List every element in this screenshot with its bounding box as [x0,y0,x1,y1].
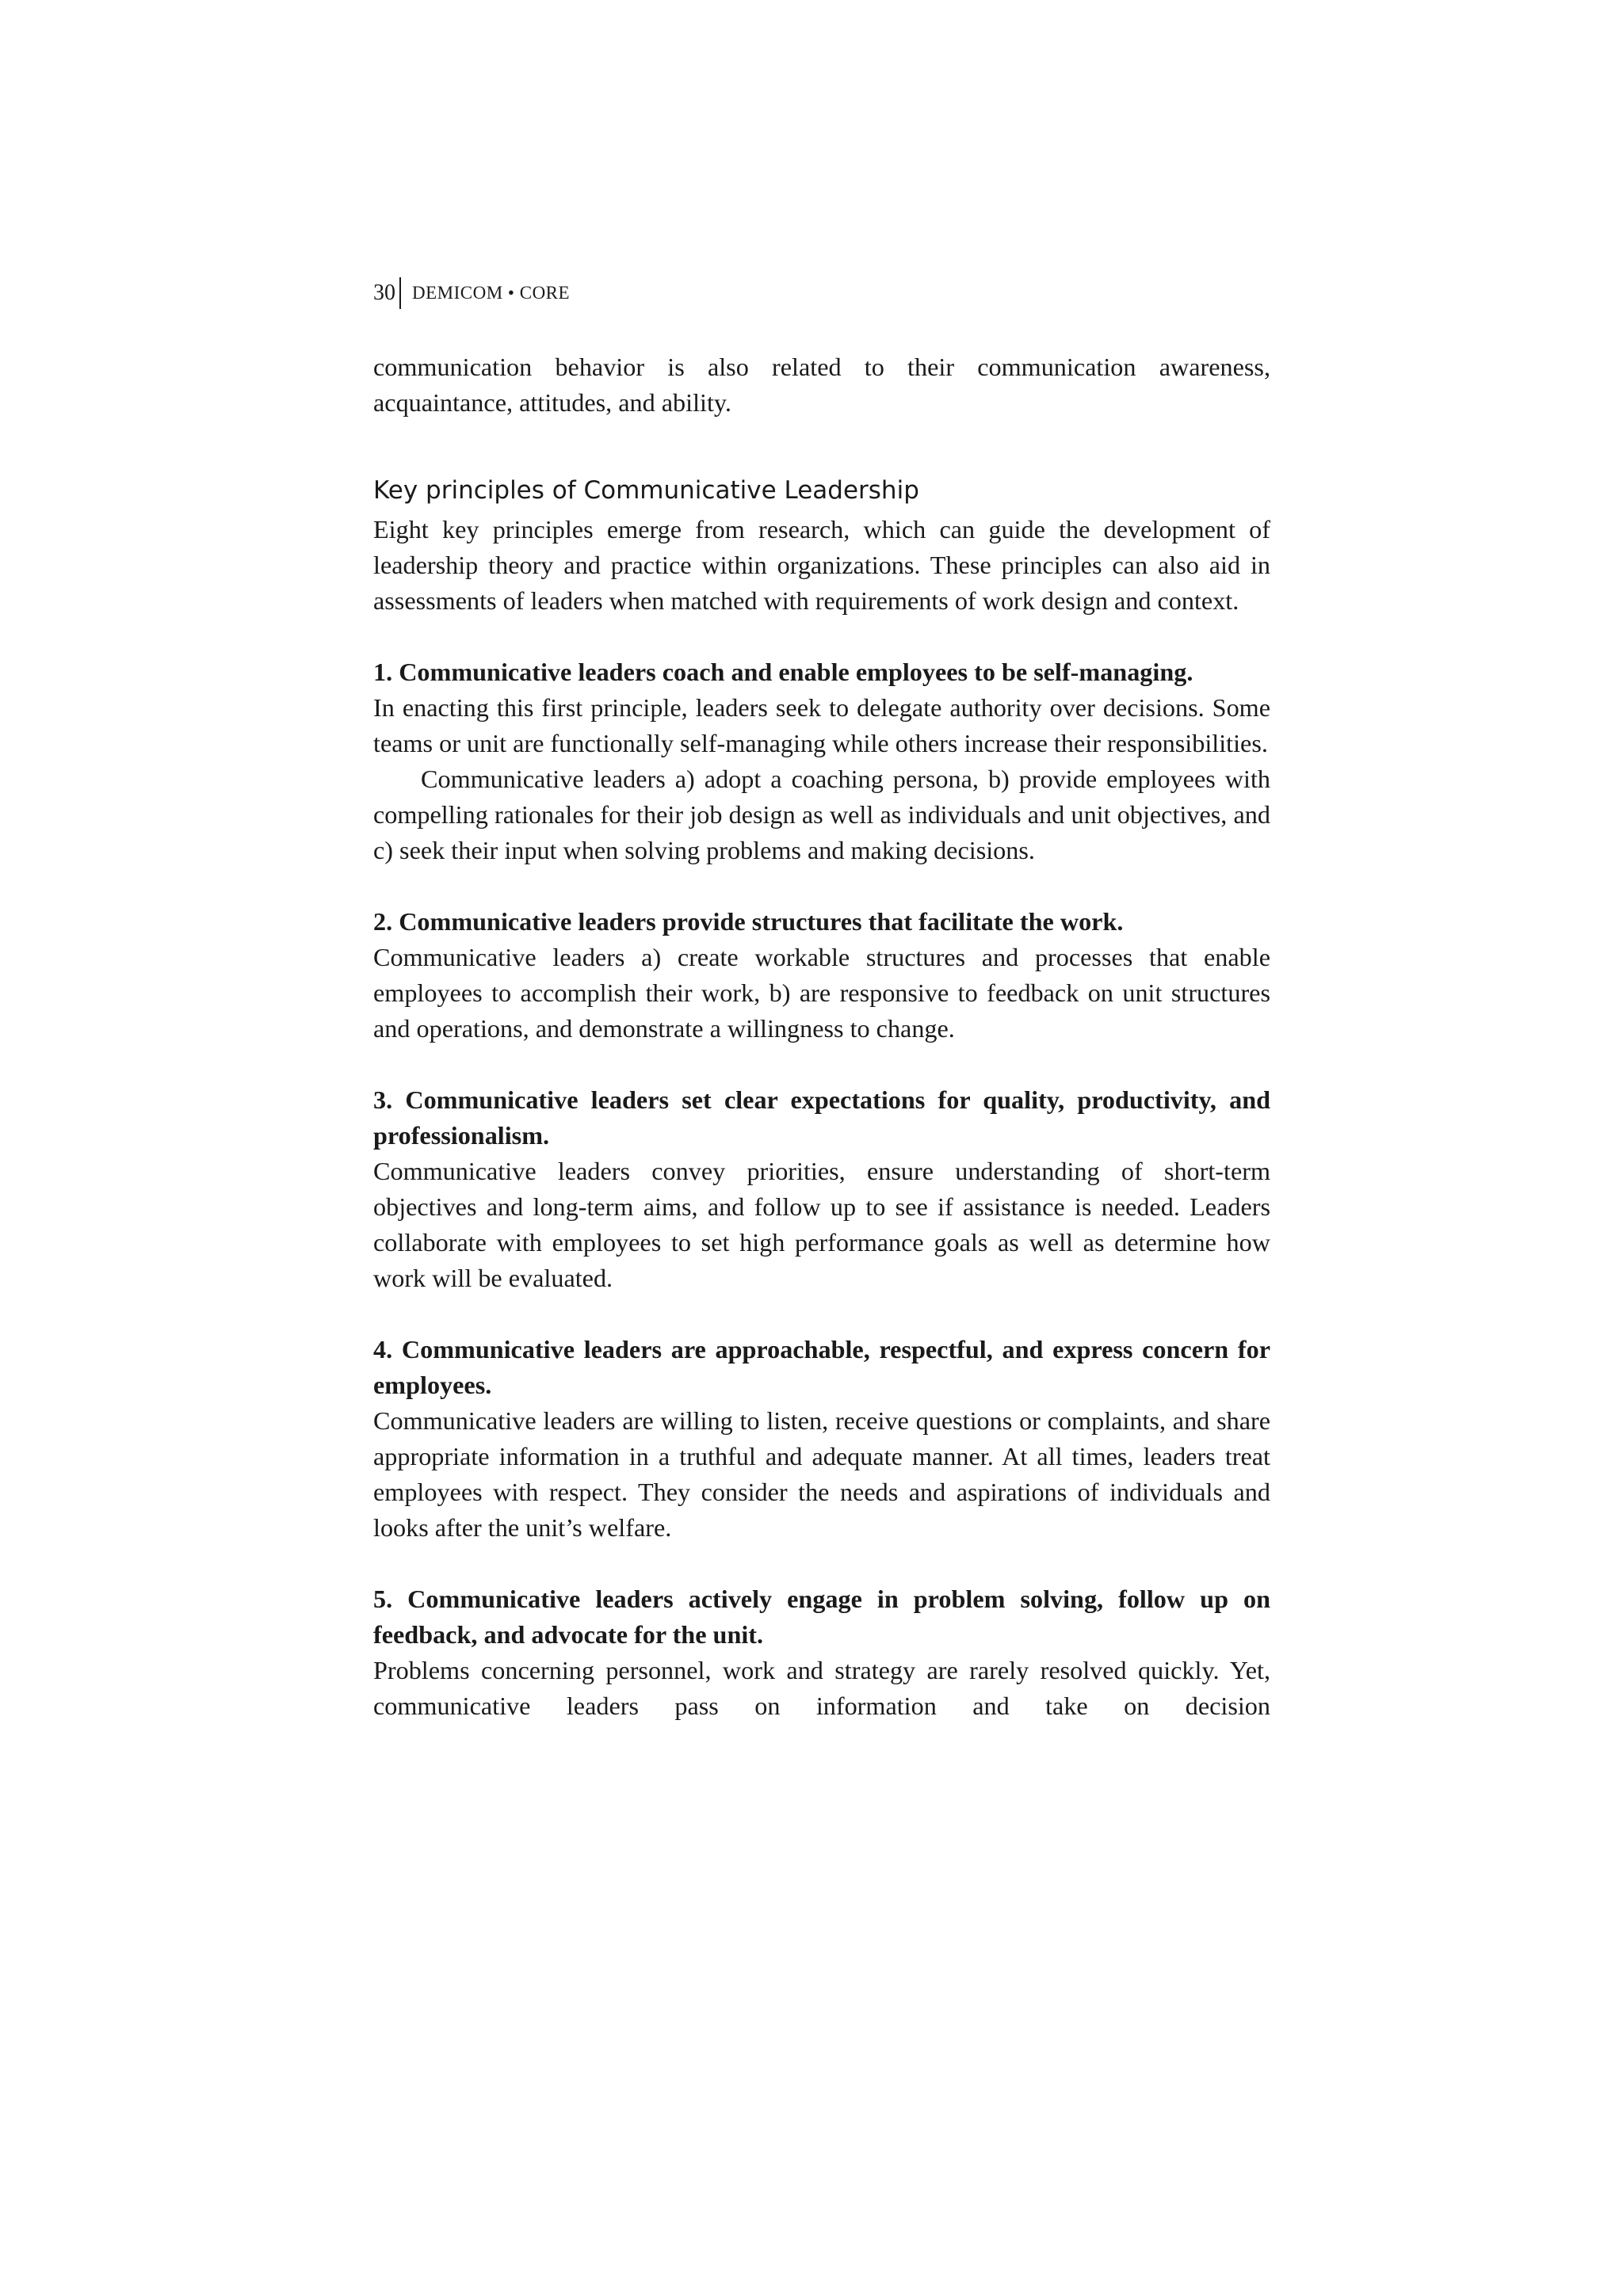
intro-paragraph: communication behavior is also related to their communication awareness, acquaintance, attitudes, and ability. [373,353,1270,417]
page-number: 30 [373,280,395,305]
principle-paragraph: In enacting this first principle, leaders seek to delegate authority over decisions. Some teams or unit are functionally self-managing while others increase their responsibilities. [373,693,1270,757]
principle-4 [373,1332,1270,1546]
principle-heading: 3. Communicative leaders set clear expectations for quality, productivity, and professionalism. [373,1085,1270,1150]
principle-heading: 5. Communicative leaders actively engage in problem solving, follow up on feedback, and advocate for the unit. [373,1585,1270,1649]
spacer [373,1546,1270,1581]
running-head-divider [399,277,401,309]
principle-heading: 4. Communicative leaders are approachable, respectful, and express concern for employees. [373,1335,1270,1399]
spacer [373,868,1270,904]
principle-3 [373,1082,1270,1296]
journal-name: DEMICOM • CORE [412,283,571,303]
principle-paragraph: Communicative leaders convey priorities, ensure understanding of short-term objectives and long-term aims, and follow up to see if assistance is needed. Leaders collaborate with employees to set high performance goals as well as determine how work will be evaluated. [373,1157,1270,1292]
principle-2 [373,904,1270,1047]
principle-paragraph: Communicative leaders are willing to listen, receive questions or complaints, and share appropriate information in a truthful and adequate manner. At all times, leaders treat employees with respect. They consider the needs and aspirations of individuals and looks after the unit’s welfare. [373,1406,1270,1542]
principle-paragraph: Problems concerning personnel, work and strategy are rarely resolved quickly. Yet, communicative leaders pass on information and take on decision [373,1656,1270,1720]
principle-paragraph: Communicative leaders a) adopt a coaching persona, b) provide employees with compelling rationales for their job design as well as individuals and unit objectives, and c) seek their input when solving problems and making decisions. [373,765,1270,864]
page-body [373,349,1270,1724]
spacer [373,619,1270,654]
section-intro-paragraph: Eight key principles emerge from research, which can guide the development of leadership theory and practice within organizations. These principles can also aid in assessments of leaders when matched with requirements of work design and context. [373,515,1270,615]
section-heading: Key principles of Communicative Leadership [373,476,919,505]
principle-paragraph: Communicative leaders a) create workable structures and processes that enable employees to accomplish their work, b) are responsive to feedback on unit structures and operations, and demonstrate a willingness to change. [373,943,1270,1043]
spacer [373,1296,1270,1332]
running-head [373,277,570,309]
principle-heading: 2. Communicative leaders provide structures that facilitate the work. [373,907,1124,936]
principle-heading: 1. Communicative leaders coach and enable employees to be self-managing. [373,658,1193,686]
spacer [373,1047,1270,1082]
principle-5 [373,1581,1270,1724]
principle-1 [373,654,1270,868]
